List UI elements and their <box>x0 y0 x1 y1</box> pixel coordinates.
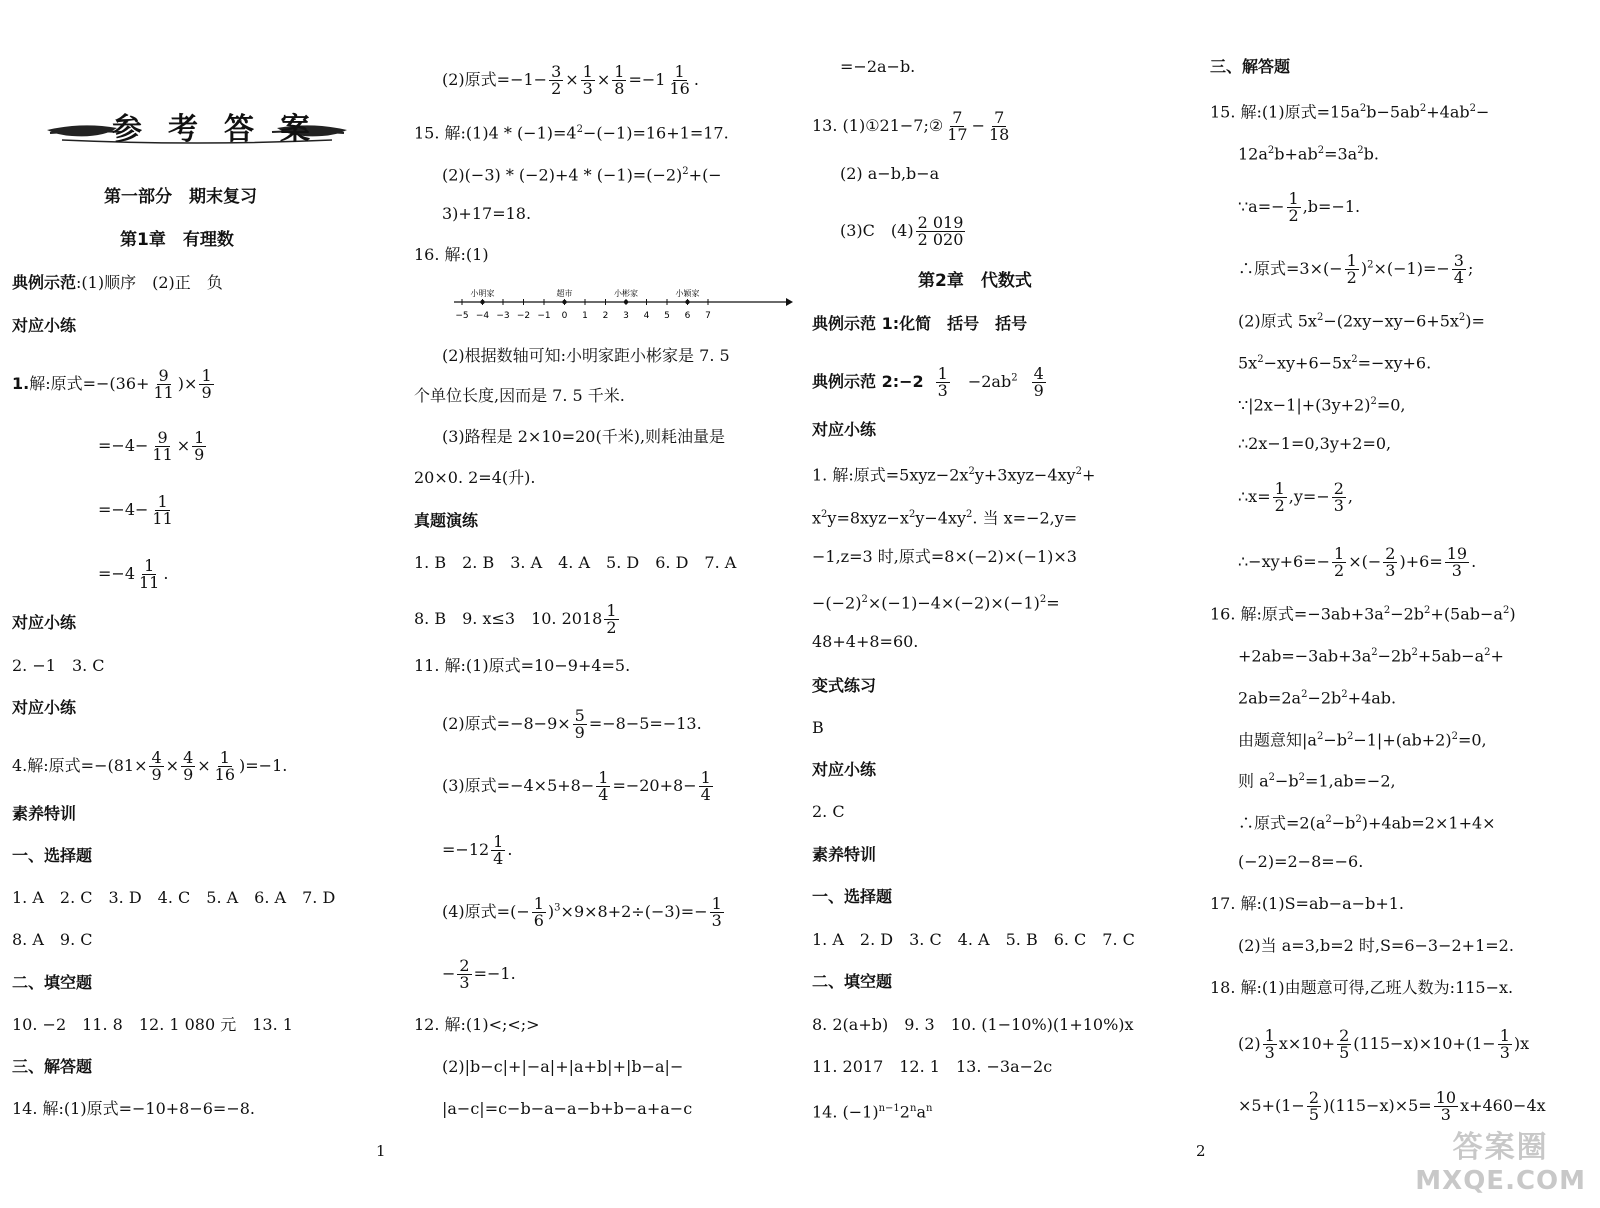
q16-line3: 个单位长度,因而是 7. 5 千米. <box>414 386 625 405</box>
q16-line1: 16. 解:(1) <box>414 245 489 264</box>
c4-q16-line7: (−2)=2−8=−6. <box>1238 852 1364 871</box>
section-practice-c3: 对应小练 <box>812 420 877 439</box>
section-train: 素养特训 <box>12 804 77 823</box>
c4-q15-line9: ∴x= $\frac{1}{2}$ ,y=− $\frac{2}{3}$ , <box>1238 479 1354 515</box>
q13-line2: (2) a−b,b−a <box>840 164 940 183</box>
page-number-right: 2 <box>1196 1142 1206 1160</box>
c4-q15-line7: $\because|2x-1|+(3y+2)^2=0$, <box>1238 395 1406 415</box>
fill-answers-c3-2: 11. 2017 12. 1 13. −3a−2c <box>812 1057 1053 1076</box>
watermark <box>1415 1122 1586 1196</box>
number-line-tick-label: −5 <box>455 311 469 321</box>
chapter-heading: 第1章 有理数 <box>120 230 234 250</box>
c4-q15-line3: ∵a=− $\frac{1}{2}$ ,b=−1. <box>1238 189 1361 225</box>
section-fill: 二、填空题 <box>12 973 93 992</box>
c4-q17-line1: 17. 解:(1)S=ab−a−b+1. <box>1210 894 1405 913</box>
q11-line4: =−12 $\frac{1}{4}$ . <box>442 832 513 868</box>
c4-q17-line2: (2)当 a=3,b=2 时,S=6−3−2+1=2. <box>1238 936 1514 955</box>
q16-line2: (2)根据数轴可知:小明家距小彬家是 7. 5 <box>442 346 730 365</box>
number-line-point-label: 小明家 <box>470 289 495 298</box>
number-line-tick-label: 5 <box>664 311 670 321</box>
choice-answers-1: 1. A 2. C 3. D 4. C 5. A 6. A 7. D <box>12 888 336 907</box>
number-line-point <box>685 300 689 304</box>
page-number-left: 1 <box>376 1142 386 1160</box>
q16-line4: (3)路程是 2×10=20(千米),则耗油量是 <box>442 427 726 446</box>
q11-line1: 11. 解:(1)原式=10−9+4=5. <box>414 656 631 675</box>
q12-line2: (2)|b−c|+|−a|+|a+b|+|b−a|− <box>442 1057 684 1076</box>
q16-line5: 20×0. 2=4(升). <box>414 468 536 487</box>
number-line-point-label: 超市 <box>556 289 573 298</box>
q14-line: 14. 解:(1)原式=−10+8−6=−8. <box>12 1099 256 1118</box>
choice-answers-2: 8. A 9. C <box>12 930 93 949</box>
number-line-tick-label: −1 <box>537 311 551 321</box>
watermark-bottom: MXQE.COM <box>1415 1166 1586 1196</box>
q1-line1: 1.解:原式=−(36+ $\frac{9}{11}$ )× $\frac{1}{9}$ <box>12 366 212 402</box>
number-line <box>454 282 794 326</box>
section-practice-2: 对应小练 <box>12 613 77 632</box>
q13-line1: 13. (1)①21−7;② $\frac{7}{17}$ − $\frac{7}{18}$ <box>812 108 1010 144</box>
fill-answers-c3-1: 8. 2(a+b) 9. 3 10. (1−10%)(1+10%)x <box>812 1015 1134 1034</box>
number-line-arrow-icon <box>786 298 793 306</box>
section-train-c3: 素养特训 <box>812 845 877 864</box>
part-heading: 第一部分 期末复习 <box>104 187 257 207</box>
c4-q16-line3: $2ab=2a^2-2b^2+4ab$. <box>1238 688 1397 708</box>
q13-line3: (3)C (4) $\frac{2 019}{2 020}$ <box>840 213 964 249</box>
section-practice: 对应小练 <box>12 316 77 335</box>
q12-line1: 12. 解:(1)<;<;> <box>414 1015 540 1034</box>
number-line-tick-label: 0 <box>561 311 568 321</box>
c3-q1-line1: 1. 解:原式$=5xyz-2x^2y+3xyz-4xy^2+$ <box>812 465 1096 485</box>
number-line-tick-label: 7 <box>705 311 711 321</box>
q11-line3: (3)原式=−4×5+8− $\frac{1}{4}$ =−20+8− $\frac{1}{4}$ <box>442 768 711 804</box>
column-2 <box>414 0 789 1208</box>
c4-q16-line5: 则 $a^2-b^2=1,ab=-2$, <box>1238 771 1396 791</box>
number-line-tick-label: 4 <box>643 311 650 321</box>
q1-line2: =−4− $\frac{9}{11}$ × $\frac{1}{9}$ <box>98 428 205 464</box>
section-variant: 变式练习 <box>812 676 877 695</box>
section-choice: 一、选择题 <box>12 846 93 865</box>
number-line-point-label: 小彬家 <box>614 289 638 298</box>
choice-answers-c3: 1. A 2. D 3. C 4. A 5. B 6. C 7. C <box>812 930 1135 949</box>
column-4 <box>1196 0 1588 1208</box>
number-line-tick-label: −2 <box>516 311 531 321</box>
q15-line1: 15. 解:(1)4 * $(-1)=4^2-(-1)=16+1=17$. <box>414 123 729 143</box>
section-solve: 三、解答题 <box>12 1057 93 1076</box>
q15-line3: 3)+17=18. <box>442 204 532 223</box>
q11-line5: (4)原式=(− $\frac{1}{6}$ )$^3$×9×8+2÷(−3)=− $\frac{1}{3}$ <box>442 894 722 930</box>
watermark-top: 答案圈 <box>1452 1130 1549 1165</box>
c3-q1-line2: $x^2y=8xyz-x^2y-4xy^2$. 当 x=−2,y= <box>812 508 1078 528</box>
c3-q1-line4: $-(-2)^2\times(-1)-4\times(-2)\times(-1)^2=$ <box>812 593 1060 613</box>
fill-answers-c3-3: 14. $(-1)^{n-1}2^na^n$ <box>812 1102 933 1122</box>
section-practice-3: 对应小练 <box>12 698 77 717</box>
column-3 <box>812 0 1197 1208</box>
c4-q16-line6: ∴原式$=2(a^2-b^2)+4ab=2\times 1+4\times$ <box>1238 813 1496 833</box>
q11-line6: − $\frac{2}{3}$ =−1. <box>442 956 516 992</box>
q11-line2: (2)原式=−8−9× $\frac{5}{9}$ =−8−5=−13. <box>442 706 702 742</box>
q12-line3: |a−c|=c−b−a−a−b+b−a+a−c <box>442 1099 693 1118</box>
q14-part2: (2)原式=−1− $\frac{3}{2}$ × $\frac{1}{3}$ × $\frac{1}{8}$ =−1 $\frac{1}{16}$ . <box>442 62 699 98</box>
c4-q15-line4: ∴原式=3×(− $\frac{1}{2}$ )$^2$×(−1)=− $\frac{3}{4}$ ; <box>1238 251 1474 287</box>
c3-q1-line3: −1,z=3 时,原式=8×(−2)×(−1)×3 <box>812 547 1077 566</box>
c3-q2: 2. C <box>812 802 845 821</box>
c4-q16-line4: 由题意知$|a^2-b^2-1|+(ab+2)^2=0$, <box>1238 730 1487 750</box>
c4-q15-line2: $12a^2b+ab^2=3a^2b$. <box>1238 144 1379 164</box>
c4-q16-line1: 16. 解:原式$=-3ab+3a^2-2b^2+(5ab-a^2)$ <box>1210 604 1516 624</box>
c3-q1-line5: 48+4+8=60. <box>812 632 919 651</box>
answers-2-3: 2. −1 3. C <box>12 656 105 675</box>
number-line-tick-label: 2 <box>602 311 609 321</box>
c4-q15-line8: ∴2x−1=0,3y+2=0, <box>1238 434 1392 453</box>
c4-q15-line10: ∴−xy+6=− $\frac{1}{2}$ ×(− $\frac{2}{3}$ )+6= $\frac{19}{3}$ . <box>1238 544 1477 580</box>
number-line-tick-label: 6 <box>684 311 691 321</box>
title-banner <box>42 100 352 150</box>
example-line: 典例示范:(1)顺序 (2)正 负 <box>12 273 223 292</box>
number-line-tick-label: −3 <box>496 311 510 321</box>
number-line-point-label: 小颖家 <box>675 289 700 298</box>
c4-q15-line1: 15. 解:(1)原式$=15a^2b-5ab^2+4ab^2-$ <box>1210 102 1490 122</box>
chapter2-heading: 第2章 代数式 <box>918 271 1032 291</box>
section-choice-c3: 一、选择题 <box>812 887 893 906</box>
c4-q15-line6: $5x^2-xy+6-5x^2=-xy+6$. <box>1238 353 1432 373</box>
number-line-point <box>562 300 566 304</box>
c4-q16-line2: $+2ab=-3ab+3a^2-2b^2+5ab-a^2+$ <box>1238 646 1504 666</box>
section-fill-c3: 二、填空题 <box>812 972 893 991</box>
number-line-tick-label: 1 <box>582 311 588 321</box>
section-practice-c3-2: 对应小练 <box>812 760 877 779</box>
c4-q18-line1: 18. 解:(1)由题意可得,乙班人数为:115−x. <box>1210 978 1514 997</box>
example2-line1: 典例示范 1:化简 括号 括号 <box>812 314 1028 333</box>
number-line-tick-label: −4 <box>475 311 490 321</box>
q1-line4: =−4 $\frac{1}{11}$ . <box>98 556 169 592</box>
q4-line: 4.解:原式=−(81× $\frac{4}{9}$ × $\frac{4}{9}$ × $\frac{1}{16}$ )=−1. <box>12 748 288 784</box>
real-answers-2: 8. B 9. x≤3 10. 2018 $\frac{1}{2}$ <box>414 601 617 637</box>
q15-line2: $(2)(-3) * (-2)+4 * (-1)=(-2)^2+(-$ <box>442 165 722 185</box>
fill-answers: 10. −2 11. 8 12. 1 080 元 13. 1 <box>12 1015 293 1034</box>
number-line-point <box>480 300 484 304</box>
variant-answer: B <box>812 718 824 737</box>
example2-line2: 典例示范 2:−2 $\frac{1}{3}$ $-2ab^2$ $\frac{4}{9}$ <box>812 364 1044 400</box>
c4-q15-line5: (2)原式 $5x^2-(2xy-xy-6+5x^2)=$ <box>1238 311 1485 331</box>
section-real: 真题演练 <box>414 511 479 530</box>
number-line-tick-label: 3 <box>623 311 629 321</box>
c4-q18-line3: ×5+(1− $\frac{2}{5}$ )(115−x)×5= $\frac{10}{3}$ x+460−4x <box>1238 1088 1546 1124</box>
real-answers-1: 1. B 2. B 3. A 4. A 5. D 6. D 7. A <box>414 553 737 572</box>
q12-line4: =−2a−b. <box>840 57 916 76</box>
number-line-point <box>624 300 628 304</box>
column-1 <box>12 0 386 1208</box>
page-title: 参考答案 <box>112 112 336 147</box>
section-solve-c4: 三、解答题 <box>1210 57 1291 76</box>
q1-line3: =−4− $\frac{1}{11}$ <box>98 492 173 528</box>
c4-q18-line2: (2) $\frac{1}{3}$ x×10+ $\frac{2}{5}$ (115−x)×10+(1− $\frac{1}{3}$ )x <box>1238 1026 1530 1062</box>
